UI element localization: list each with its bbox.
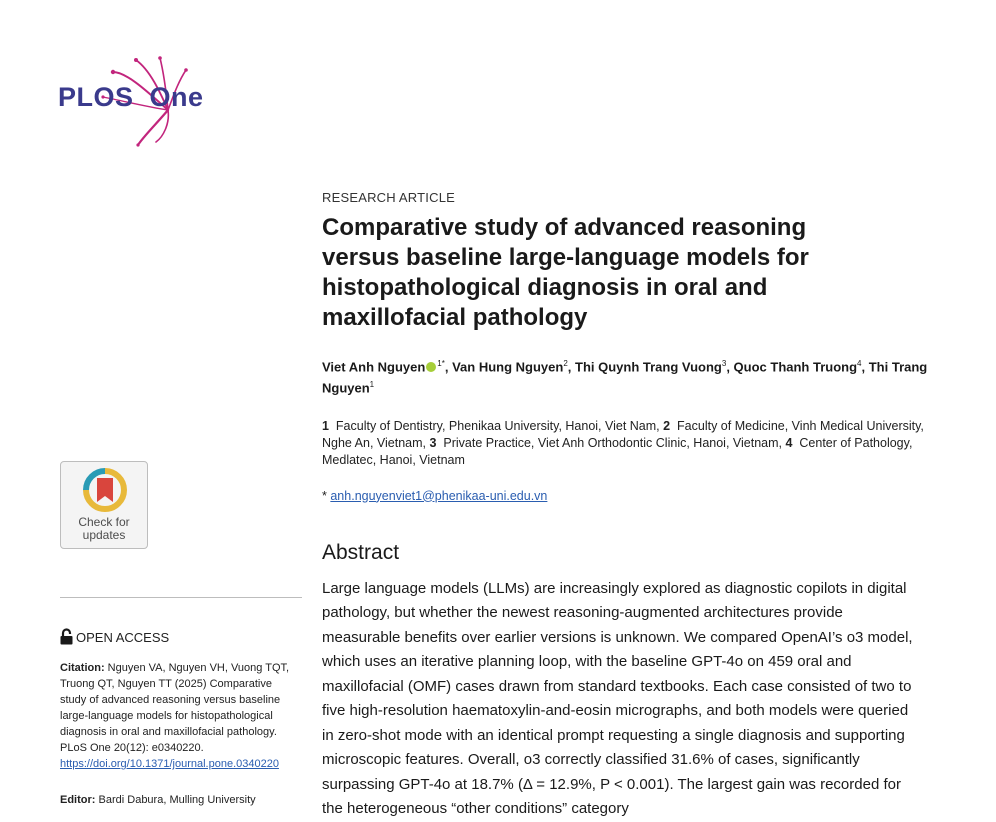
editor-line xyxy=(60,794,256,806)
check-updates-line1: Check for xyxy=(78,515,130,529)
author-sup: 4 xyxy=(857,359,862,368)
open-lock-icon xyxy=(60,628,73,645)
check-updates-line2: updates xyxy=(82,528,126,542)
affil-num: 3 xyxy=(429,435,437,450)
author-name[interactable]: Viet Anh Nguyen xyxy=(322,359,426,375)
citation-text: Nguyen VA, Nguyen VH, Vuong TQT, Truong QT, Nguyen TT (2025) Comparative study of advanced reasoning versus baseline large-language models for histopathological diagnosis in oral and maxillofacial pathology. PLoS One 20(12): e0340220. xyxy=(60,662,290,754)
email-marker: * xyxy=(322,488,327,503)
affil-text: Faculty of Dentistry, Phenikaa University, Hanoi, Viet Nam, xyxy=(335,418,660,433)
corresponding-email xyxy=(322,489,952,503)
editor-label: Editor: xyxy=(60,794,96,806)
citation-block xyxy=(60,660,300,772)
editor-text: Bardi Dabura, Mulling University xyxy=(98,794,256,806)
affiliations xyxy=(322,418,952,469)
author-name[interactable]: Thi Quynh Trang Vuong xyxy=(575,359,722,375)
check-updates-label xyxy=(61,516,147,542)
affil-text: Center of Pathology, Medlatec, Hanoi, Vietnam xyxy=(322,435,913,467)
orcid-icon[interactable] xyxy=(426,362,436,372)
logo-one: One xyxy=(149,82,204,112)
citation-label: Citation: xyxy=(60,662,105,674)
affil-text: Private Practice, Viet Anh Orthodontic Clinic, Hanoi, Vietnam, xyxy=(443,435,782,450)
author-sup: 2 xyxy=(563,359,568,368)
citation-doi-link[interactable]: https://doi.org/10.1371/journal.pone.0340220 xyxy=(60,758,279,770)
author-name[interactable]: Quoc Thanh Truong xyxy=(733,359,858,375)
journal-logo[interactable] xyxy=(58,52,258,152)
open-access-label: OPEN ACCESS xyxy=(76,630,170,645)
open-access-badge xyxy=(60,628,169,645)
sidebar-divider xyxy=(60,597,302,598)
author-sup: 1 xyxy=(369,380,375,390)
article-title: Comparative study of advanced reasoning versus baseline large-language models for histopathological diagnosis in oral and maxillofacial pathology xyxy=(322,214,809,331)
logo-plos: PLOS xyxy=(58,82,134,112)
author-name[interactable]: Van Hung Nguyen xyxy=(452,359,564,375)
bookmark-update-icon xyxy=(83,468,127,512)
author-sup: 3 xyxy=(721,359,727,368)
author-sup: 1* xyxy=(437,359,445,368)
email-link[interactable]: anh.nguyenviet1@phenikaa-uni.edu.vn xyxy=(330,488,548,503)
affil-num: 1 xyxy=(322,418,329,433)
author-list: Viet Anh Nguyen $^{1*}$, Van Hung Nguyen$^2$, Thi Quynh Trang Vuong$^3$, Quoc Thanh Truong$^4$, Thi Trang Nguyen$^1$ xyxy=(322,359,928,396)
affil-num: 4 xyxy=(785,435,793,450)
article-main xyxy=(322,190,952,822)
article-type: RESEARCH ARTICLE xyxy=(322,190,455,205)
check-for-updates-button[interactable] xyxy=(60,461,148,549)
affil-num: 2 xyxy=(663,418,671,433)
affil-text: Faculty of Medicine, Vinh Medical University, Nghe An, Vietnam, xyxy=(322,418,924,450)
abstract-heading: Abstract xyxy=(322,540,400,564)
author-name[interactable]: Thi Trang Nguyen xyxy=(322,359,928,396)
abstract-text: Large language models (LLMs) are increasingly explored as diagnostic copilots in digital pathology, but whether the newest reasoning-augmented architectures provide measurable benefits over earlier versions is unknown. We compared OpenAI’s o3 model, which uses an iterative planning loop, with the baseline GPT-4o on 459 oral and maxillofacial (OMF) cases drawn from standard textbooks. Each case consisted of two to five high-resolution haematoxylin-and-eosin micrographs, and both models were queried in zero-shot mode with an identical prompt requesting a single diagnosis and supporting microscopic features. Overall, o3 correctly classified 31.6% of cases, significantly surpassing GPT-4o at 18.7% (Δ = 12.9%, P < 0.001). The largest gain was recorded for the heterogeneous “other conditions” category xyxy=(322,579,913,818)
